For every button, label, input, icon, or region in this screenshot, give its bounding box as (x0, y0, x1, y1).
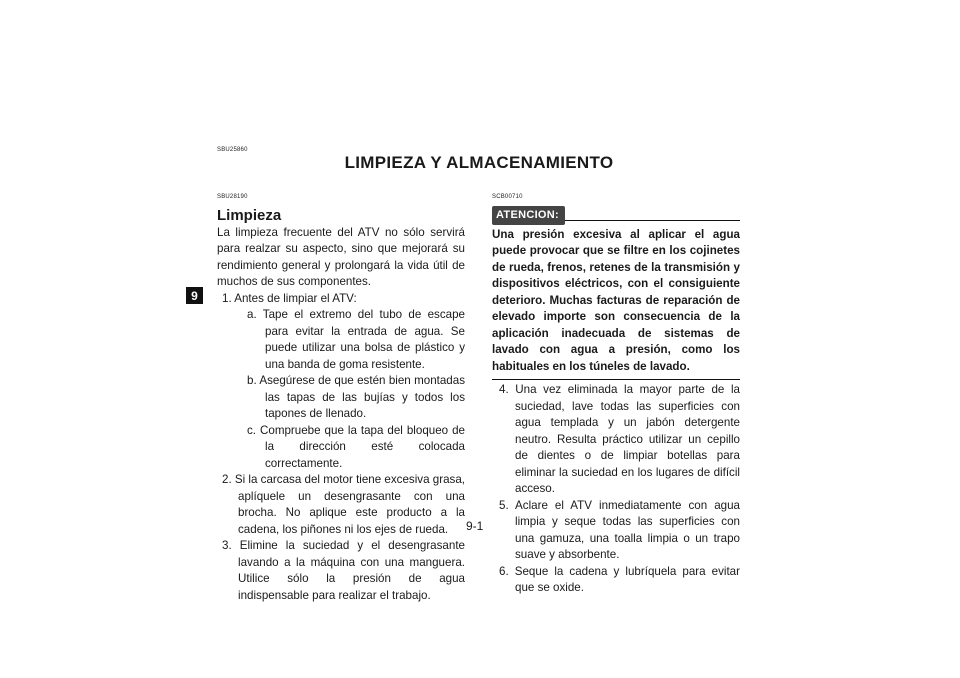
caution-bottom-rule (492, 379, 740, 380)
substep-item: a. Tape el extremo del tubo de escape para evitar la entrada de agua. Se puede utilizar una bolsa de plástico y una banda de goma resistente. (247, 308, 465, 371)
step-item: 3. Elimine la suciedad y el desengrasante lavando a la máquina con una manguera. Utilice sólo la presión de agua indispensable para realizar el trabajo. (222, 539, 465, 602)
chapter-tab: 9 (186, 287, 203, 304)
right-column (492, 189, 740, 597)
step-item: 2. Si la carcasa del motor tiene excesiva grasa, aplíquele un desengrasante con una brocha. No aplique este producto a la cadena, los piñones ni los ejes de rueda. (222, 473, 465, 536)
caution-code: SCB00710 (492, 194, 523, 200)
substep-item: b. Asegúrese de que estén bien montadas las tapas de las bujías y todos los tapones de llenado. (247, 374, 465, 420)
caution-rule (565, 211, 740, 221)
caution-badge: ATENCION: (492, 206, 565, 225)
step-item: 1. Antes de limpiar el ATV: (222, 291, 357, 305)
step-item: 4. Una vez eliminada la mayor parte de la suciedad, lave todas las superficies con agua templada y un jabón detergente neutro. Resulta práctico utilizar un cepillo de dientes o de limpiar botellas para eliminar la suciedad en los lugares de difícil acceso. (499, 383, 740, 495)
step-item: 6. Seque la cadena y lubríquela para evitar que se oxide. (499, 564, 740, 594)
caution-text: Una presión excesiva al aplicar el agua puede provocar que se filtre en los cojinetes de rueda, frenos, retenes de la transmisión y dispositivos eléctricos, con el consiguiente deterioro. Muchas facturas de reparación de elevado importe son consecuencia de la aplicación inadecuada de sistemas de lavado con agua a presión, como los habituales en los túneles de lavado. (492, 227, 740, 373)
subsection-code: SBU28190 (217, 194, 248, 200)
page-title: LIMPIEZA Y ALMACENAMIENTO (344, 153, 614, 172)
step-item: 5. Aclare el ATV inmediatamente con agua limpia y seque todas las superficies con una gamuza, una toalla limpia o un trapo suave y absorbente. (499, 498, 740, 561)
caution-header (492, 208, 740, 224)
intro-paragraph: La limpieza frecuente del ATV no sólo servirá para realzar su aspecto, sino que mejorará su rendimiento general y prolongará la vida útil de muchos de sus componentes. (217, 225, 465, 288)
section-code: SBU25860 (217, 147, 248, 153)
substep-item: c. Compruebe que la tapa del bloqueo de la dirección esté colocada correctamente. (247, 423, 465, 470)
left-column (217, 189, 465, 604)
section-heading: Limpieza (217, 206, 282, 224)
page-number: 9-1 (466, 519, 484, 533)
